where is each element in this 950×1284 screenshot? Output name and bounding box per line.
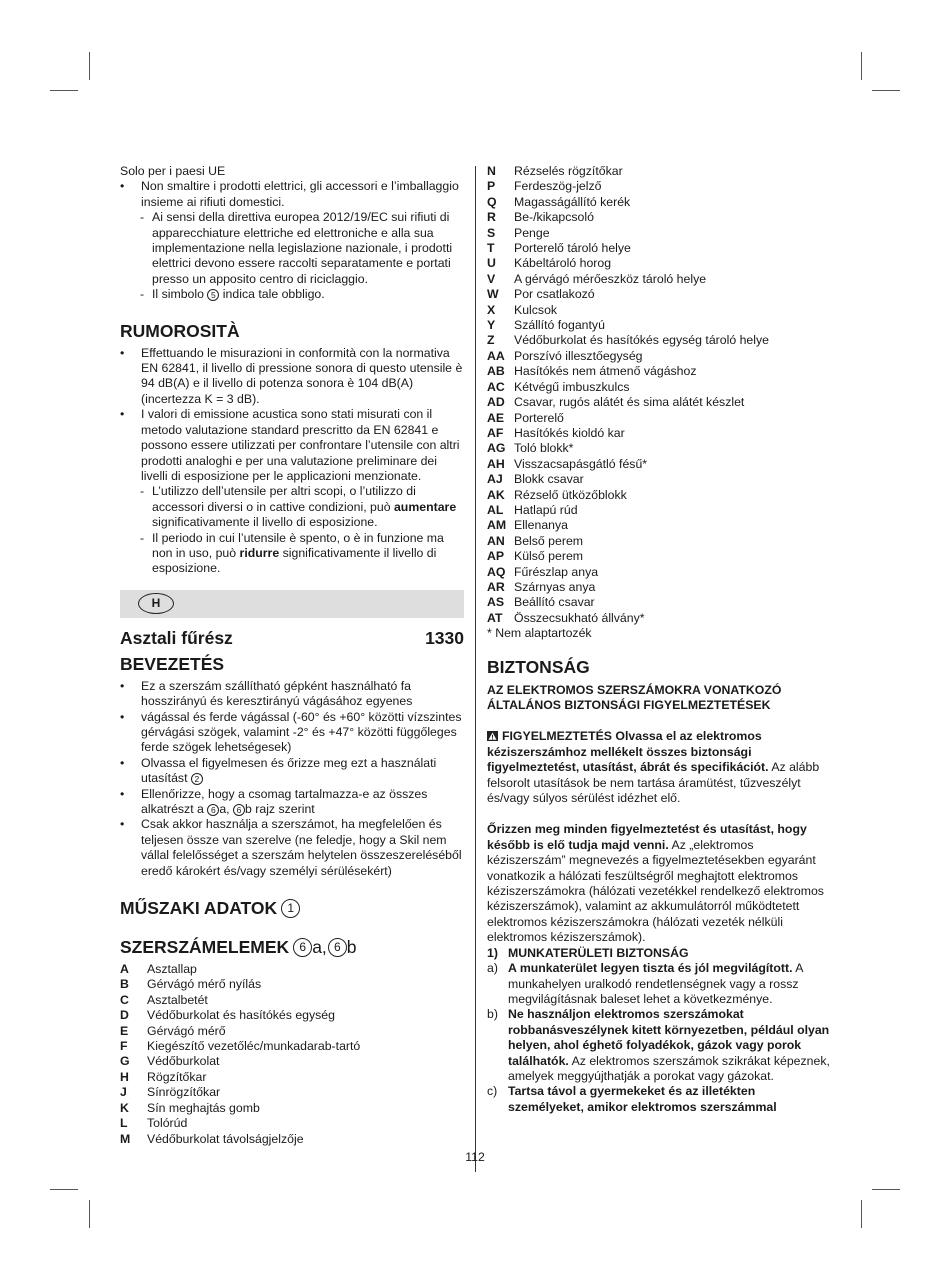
part-item [487,179,831,194]
part-key: H [120,1069,129,1084]
part-label: Kétvégű imbuszkulcs [514,379,630,394]
part-label: Kiegészítő vezetőléc/munkadarab-tartó [147,1039,361,1054]
item-bold: Ne használjon elektromos szerszámokat robbanásveszélynek kitett környezetben, például olyan helyen, ahol éghető folyadékok, gázok vagy porok találhatók. [508,1007,830,1068]
crop-mark [89,1200,90,1228]
text: significativamente il livello di esposizione. [152,545,437,576]
part-item [487,195,831,210]
item-label: b) [487,1007,498,1022]
part-label: Visszacsapásgátló fésű* [514,456,648,471]
part-item [487,503,831,518]
part-key: AN [487,533,505,548]
part-key: AB [487,364,505,379]
part-label: Porterelő tároló helye [514,241,631,256]
crop-mark [872,90,900,91]
parts-note: * Nem alaptartozék [487,626,592,641]
part-label: Védőburkolat és hasítókés egység tároló helye [514,333,769,348]
parts-heading-text: SZERSZÁMELEMEK [120,937,290,958]
disposal-list [120,179,464,302]
item-c [487,1084,831,1115]
figure-ref: 6 [207,804,219,816]
safety-heading: BIZTONSÁG [487,656,590,677]
column-divider [475,166,476,1172]
section-number: 1) [487,945,498,960]
part-item [487,349,831,364]
part-key: B [120,977,129,992]
figure-ref: 6 [293,938,312,957]
part-item [487,611,831,626]
part-item [487,411,831,426]
part-label: Sínrögzítőkar [147,1085,221,1100]
keep-bold: Őrizzen meg minden figyelmeztetést és utasítást, hogy később is elő tudja majd venni. [487,822,807,852]
text: Olvassa el figyelmesen és őrizze meg ezt a használati utasítást [141,755,437,786]
text: b [346,937,357,958]
list-item [120,287,464,302]
part-label: Védőburkolat távolságjelzője [147,1131,304,1146]
text: a, [219,802,230,816]
left-column [120,164,464,1147]
item-text: A munkahelyen uralkodó rendetlenségnek vagy a rossz megvilágításnak baleset lehet a következménye. [508,961,803,1006]
item-bold: A munkaterület legyen tiszta és jól megvilágított. [508,961,793,976]
part-item [120,993,464,1008]
part-label: Gérvágó mérő nyílás [147,977,262,992]
part-item [487,226,831,241]
intro-list [120,679,464,879]
part-item [487,595,831,610]
part-key: L [120,1116,128,1131]
crop-mark [861,1200,862,1228]
part-key: C [120,992,129,1007]
part-item [487,287,831,302]
figure-ref: 2 [191,773,203,785]
parts-list-left [120,962,464,1147]
part-item [120,1008,464,1023]
part-label: Gérvágó mérő [147,1023,226,1038]
part-label: Porszívó illesztőegység [514,348,643,363]
part-key: AG [487,441,506,456]
part-item [487,565,831,580]
part-item [120,1101,464,1116]
part-label: Fűrészlap anya [514,564,599,579]
part-key: V [487,271,496,286]
part-item [487,549,831,564]
intro-heading: BEVEZETÉS [120,653,225,674]
disposal-intro: Solo per i paesi UE [120,164,226,178]
part-key: AH [487,456,505,471]
part-label: Ferdeszög-jelző [514,179,602,194]
part-label: Magasságállító kerék [514,194,631,209]
part-label: Rézselés rögzítőkar [514,164,623,178]
part-key: N [487,164,496,178]
part-key: Z [487,333,495,348]
part-key: AE [487,410,505,425]
part-key: AS [487,595,505,610]
warning-icon [487,731,498,741]
part-item [487,488,831,503]
part-label: Sín meghajtás gomb [147,1100,260,1115]
part-item [487,518,831,533]
item-a [487,961,831,1007]
part-label: Védőburkolat és hasítókés egység [147,1008,335,1023]
list-item [120,179,464,302]
part-label: Por csatlakozó [514,287,595,302]
part-label: Szállító fogantyú [514,318,605,333]
part-label: Összecsukható állvány* [514,610,645,625]
crop-mark [50,90,78,91]
part-key: E [120,1023,129,1038]
part-label: Hatlapú rúd [514,502,578,517]
text: indica tale obbligo. [222,287,325,302]
part-key: AD [487,395,505,410]
part-key: S [487,225,496,240]
part-label: Porterelő [514,410,564,425]
part-key: AP [487,549,505,564]
part-item [487,580,831,595]
item-text: Az elektromos szerszámok szikrákat képeznek, amelyek meggyújthatják a porokat vagy gázokat. [508,1053,830,1083]
part-key: AQ [487,564,506,579]
part-item [120,1132,464,1147]
part-key: AA [487,348,505,363]
crop-mark [872,1189,900,1190]
item-label: a) [487,961,498,976]
part-key: T [487,241,495,256]
text: b rajz szerint [245,802,315,816]
list-item [120,817,464,879]
part-label: Toló blokk* [514,441,574,456]
part-key: Q [487,194,497,209]
noise-sublist [120,484,464,576]
part-key: W [487,287,499,302]
part-item [487,364,831,379]
emphasis: ridurre [239,545,280,560]
list-item [120,787,464,818]
part-label: Kulcsok [514,302,558,317]
text: Csak akkor használja a szerszámot, ha megfelelően és teljesen össze van szerelve (ne feledje, hogy a Skil nem vállal felelősséget a szerszám helytelen összeszereléséből eredő károkért és/vagy személyi sérülésekért) [141,817,462,878]
part-item [487,472,831,487]
noise-heading: RUMOROSITÀ [120,320,240,341]
right-column [487,164,831,1115]
part-label: Rézselő ütközőblokk [514,487,627,502]
part-label: Ellenanya [514,518,569,533]
part-key: R [487,210,496,225]
part-key: D [120,1008,129,1023]
part-key: AJ [487,472,503,487]
part-item [487,333,831,348]
product-title-row [120,627,464,649]
part-item [487,426,831,441]
part-key: J [120,1085,127,1100]
keep-text: Az „elektromos kéziszerszám” megnevezés a figyelmeztetésekben egyaránt vonatkozik a hálózati feszültségről meghajtott elektromos kéziszerszámokra (hálózati vezetékkel rendelkező elektromos kéziszerszámok), valamint az akkumulátorról működtetett elektromos kéziszerszámokra (hálózati vezeték nélküli elektromos kéziszerszámok). [487,837,824,945]
text: Ellenőrizze, hogy a csomag tartalmazza-e az összes alkatrészt a [141,786,428,816]
section-1 [487,946,831,961]
parts-heading [120,936,464,958]
noise-list [120,346,464,577]
text: Ez a szerszám szállítható gépként használható fa hosszirányú és keresztirányú vágásához egyenes [141,678,413,709]
warning-bold: FIGYELMEZTETÉS Olvassa el az elektromos kéziszerszámhoz mellékelt összes biztonsági figyelmeztetést, utasítást, ábrát és specifikációt. [487,729,769,775]
disposal-sublist [120,210,464,302]
part-item [120,1116,464,1131]
keep-paragraph [487,822,831,945]
part-key: A [120,962,129,977]
warning-paragraph [487,729,831,806]
crop-mark [50,1189,78,1190]
part-key: G [120,1054,130,1069]
part-key: AF [487,425,504,440]
safety-subheading: AZ ELEKTROMOS SZERSZÁMOKRA VONATKOZÓ ÁLTALÁNOS BIZTONSÁGI FIGYELMEZTETÉSEK [487,682,782,712]
language-badge: H [138,593,174,614]
part-item [487,272,831,287]
part-item [120,1039,464,1054]
part-label: Hasítókés nem átmenő vágáshoz [514,364,697,379]
part-label: Védőburkolat [147,1054,220,1069]
part-item [120,1070,464,1085]
figure-ref: 6 [233,804,245,816]
text: Il simbolo [152,287,204,302]
tech-heading [120,897,464,919]
figure-ref: 1 [281,899,300,918]
part-label: Csavar, rugós alátét és sima alátét készlet [514,395,745,410]
list-item [120,531,464,577]
part-item [487,380,831,395]
part-key: U [487,256,496,271]
part-item [120,962,464,977]
item-label: c) [487,1084,498,1099]
part-item [120,1024,464,1039]
part-item [487,303,831,318]
part-label: Be-/kikapcsoló [514,210,594,225]
part-label: Beállító csavar [514,595,595,610]
part-label: Kábeltároló horog [514,256,612,271]
list-item: - Ai sensi della direttiva europea 2012/19/EC sui rifiuti di apparecchiature elettriche ed elettroniche e alla sua implementazione nella legislazione nazionale, i prodotti elettrici devono essere raccolti separatamente e portati presso un apposito centro di riciclaggio. [120,210,464,287]
crop-mark [89,52,90,80]
part-key: M [120,1131,131,1146]
part-item [120,1054,464,1069]
part-key: AM [487,518,507,533]
warning-text: Az alább felsorolt utasítások be nem tartása áramütést, tűzveszélyt és/vagy súlyos sérülést idézhet elő. [487,760,820,806]
part-label: Hasítókés kioldó kar [514,425,625,440]
list-item [120,407,464,576]
page-number: 112 [465,1150,485,1164]
part-item [487,241,831,256]
product-number: 1330 [425,627,464,648]
list-item [120,710,464,756]
crop-mark [861,52,862,80]
part-label: Szárnyas anya [514,579,596,594]
part-key: Y [487,318,496,333]
part-key: K [120,1100,129,1115]
part-item [487,457,831,472]
part-key: X [487,302,496,317]
part-label: A gérvágó mérőeszköz tároló helye [514,271,707,286]
list-item [120,484,464,530]
part-item [487,256,831,271]
part-key: AT [487,610,503,625]
part-item [487,318,831,333]
figure-ref: 6 [328,938,347,957]
part-label: Rögzítőkar [147,1069,207,1084]
list-item [120,756,464,787]
text: significativamente il livello di esposizione. [152,515,378,530]
part-key: AC [487,379,505,394]
emphasis: aumentare [393,499,457,514]
part-label: Belső perem [514,533,584,548]
list-item-text: I valori di emissione acustica sono stati misurati con il metodo valutazione standard prescritto da EN 62841 e possono essere utilizzati per confrontare l’utensile con altri prodotti analoghi e per una valutazione preliminare dei livelli di esposizione per le applicazioni menzionate. [141,407,460,483]
part-item [487,441,831,456]
part-key: AL [487,502,504,517]
text: Il periodo in cui l’utensile è spento, o è in funzione ma non in uso, può [152,530,444,560]
part-key: AR [487,579,505,594]
figure-ref: 5 [207,289,219,301]
tech-heading-text: MŰSZAKI ADATOK [120,898,278,919]
list-item-text: Non smaltire i prodotti elettrici, gli accessori e l’imballaggio insieme ai rifiuti domestici. [141,179,459,209]
text: a, [312,937,327,958]
part-item [487,534,831,549]
part-key: P [487,179,496,194]
part-label: Penge [514,225,550,240]
item-b [487,1007,831,1084]
part-label: Tolórúd [147,1116,188,1131]
part-item [120,977,464,992]
language-band [120,590,464,618]
list-item [120,679,464,710]
part-key: AK [487,487,505,502]
part-label: Külső perem [514,549,584,564]
list-item: • Effettuando le misurazioni in conformità con la normativa EN 62841, il livello di pressione sonora di questo utensile è 94 dB(A) e il livello di potenza sonora è 104 dB(A) (incertezza K = 3 dB). [120,346,464,408]
text: vágással és ferde vágással (-60° és +60° közötti vízszintes gérvágási szögek, valamint -2° és +47° közötti függőleges ferde szögek lehetségesek) [141,709,462,755]
parts-list-right [487,164,831,626]
part-key: F [120,1039,128,1054]
part-item [487,395,831,410]
part-item [487,164,831,179]
text: L’utilizzo dell’utensile per altri scopi, o l’utilizzo di accessori diversi o in cattive condizioni, può [152,484,416,514]
part-item [120,1085,464,1100]
part-label: Asztallap [147,962,197,977]
part-item [487,210,831,225]
part-label: Blokk csavar [514,472,584,487]
product-title: Asztali fűrész [120,627,233,648]
item-bold: Tartsa távol a gyermekeket és az illetékten személyeket, amikor elektromos szerszámmal [508,1084,777,1114]
section-title: MUNKATERÜLETI BIZTONSÁG [508,945,689,960]
part-label: Asztalbetét [147,992,208,1007]
